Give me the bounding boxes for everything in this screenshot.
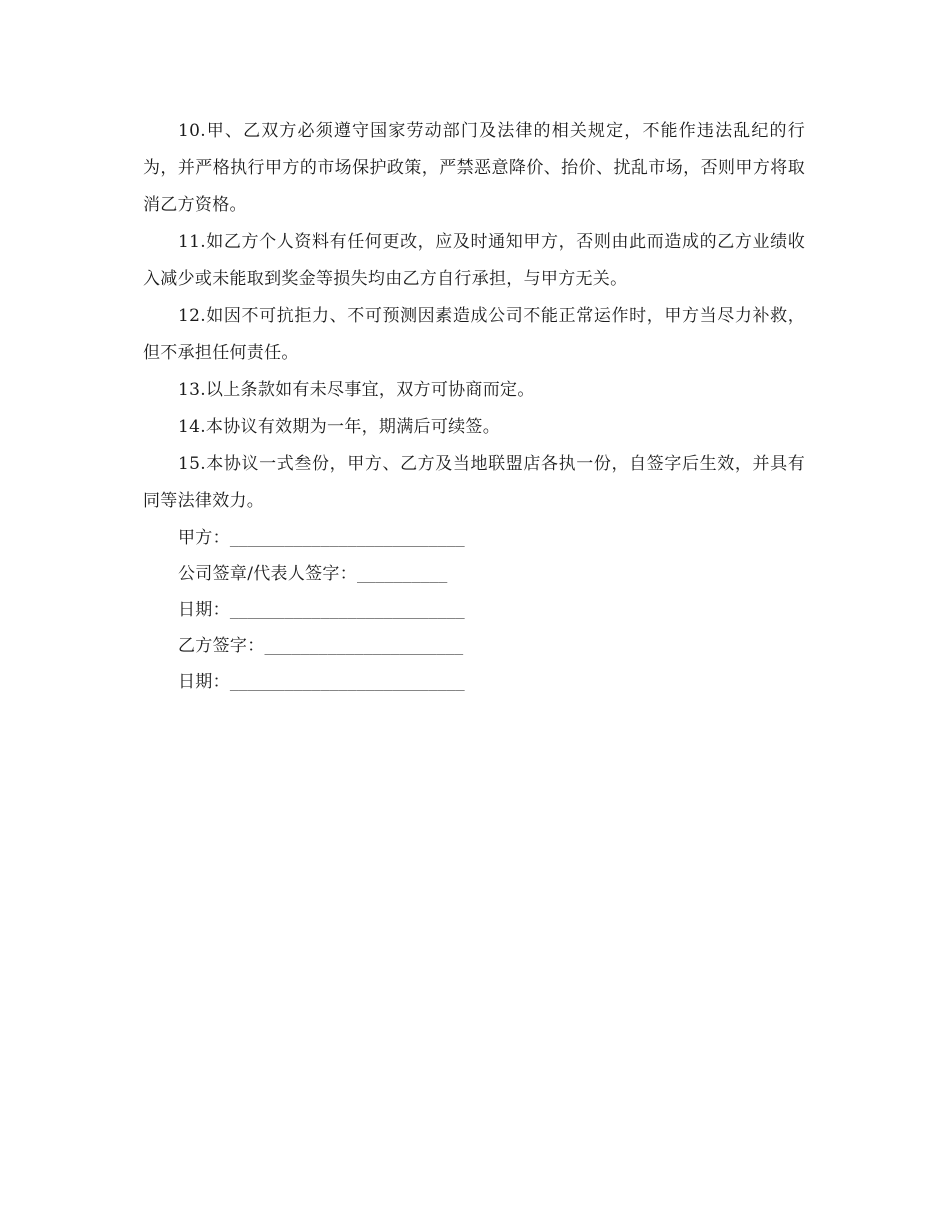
company-seal-blank: __________ <box>357 565 448 583</box>
date-label-1: 日期： <box>178 600 230 620</box>
signature-block <box>143 520 805 700</box>
party-b-label: 乙方签字： <box>178 636 265 656</box>
date-line-2 <box>143 664 805 700</box>
party-a-blank: __________________________ <box>229 529 465 547</box>
clause-13: 13.以上条款如有未尽事宜，双方可协商而定。 <box>178 380 535 400</box>
agreement-body <box>143 113 805 700</box>
date-blank-1: __________________________ <box>229 601 465 619</box>
company-seal-label: 公司签章/代表人签字： <box>178 564 358 584</box>
party-a-line <box>143 520 805 556</box>
date-blank-2: __________________________ <box>229 673 465 691</box>
party-b-line <box>143 628 805 664</box>
clause-12: 12.如因不可抗拒力、不可预测因素造成公司不能正常运作时，甲方当尽力补救，但不承担任何责任。 <box>143 306 805 363</box>
party-a-label: 甲方： <box>178 528 230 548</box>
clause-14: 14.本协议有效期为一年，期满后可续签。 <box>178 417 501 437</box>
party-b-blank: ______________________ <box>264 637 464 655</box>
clause-11: 11.如乙方个人资料有任何更改，应及时通知甲方，否则由此而造成的乙方业绩收入减少或未能取到奖金等损失均由乙方自行承担，与甲方无关。 <box>143 232 805 289</box>
clause-15: 15.本协议一式叁份，甲方、乙方及当地联盟店各执一份，自签字后生效，并具有同等法律效力。 <box>143 454 805 511</box>
date-line-1 <box>143 592 805 628</box>
date-label-2: 日期： <box>178 672 230 692</box>
clause-10: 10.甲、乙双方必须遵守国家劳动部门及法律的相关规定，不能作违法乱纪的行为，并严格执行甲方的市场保护政策，严禁恶意降价、抬价、扰乱市场，否则甲方将取消乙方资格。 <box>143 121 805 215</box>
company-seal-line <box>143 556 805 592</box>
